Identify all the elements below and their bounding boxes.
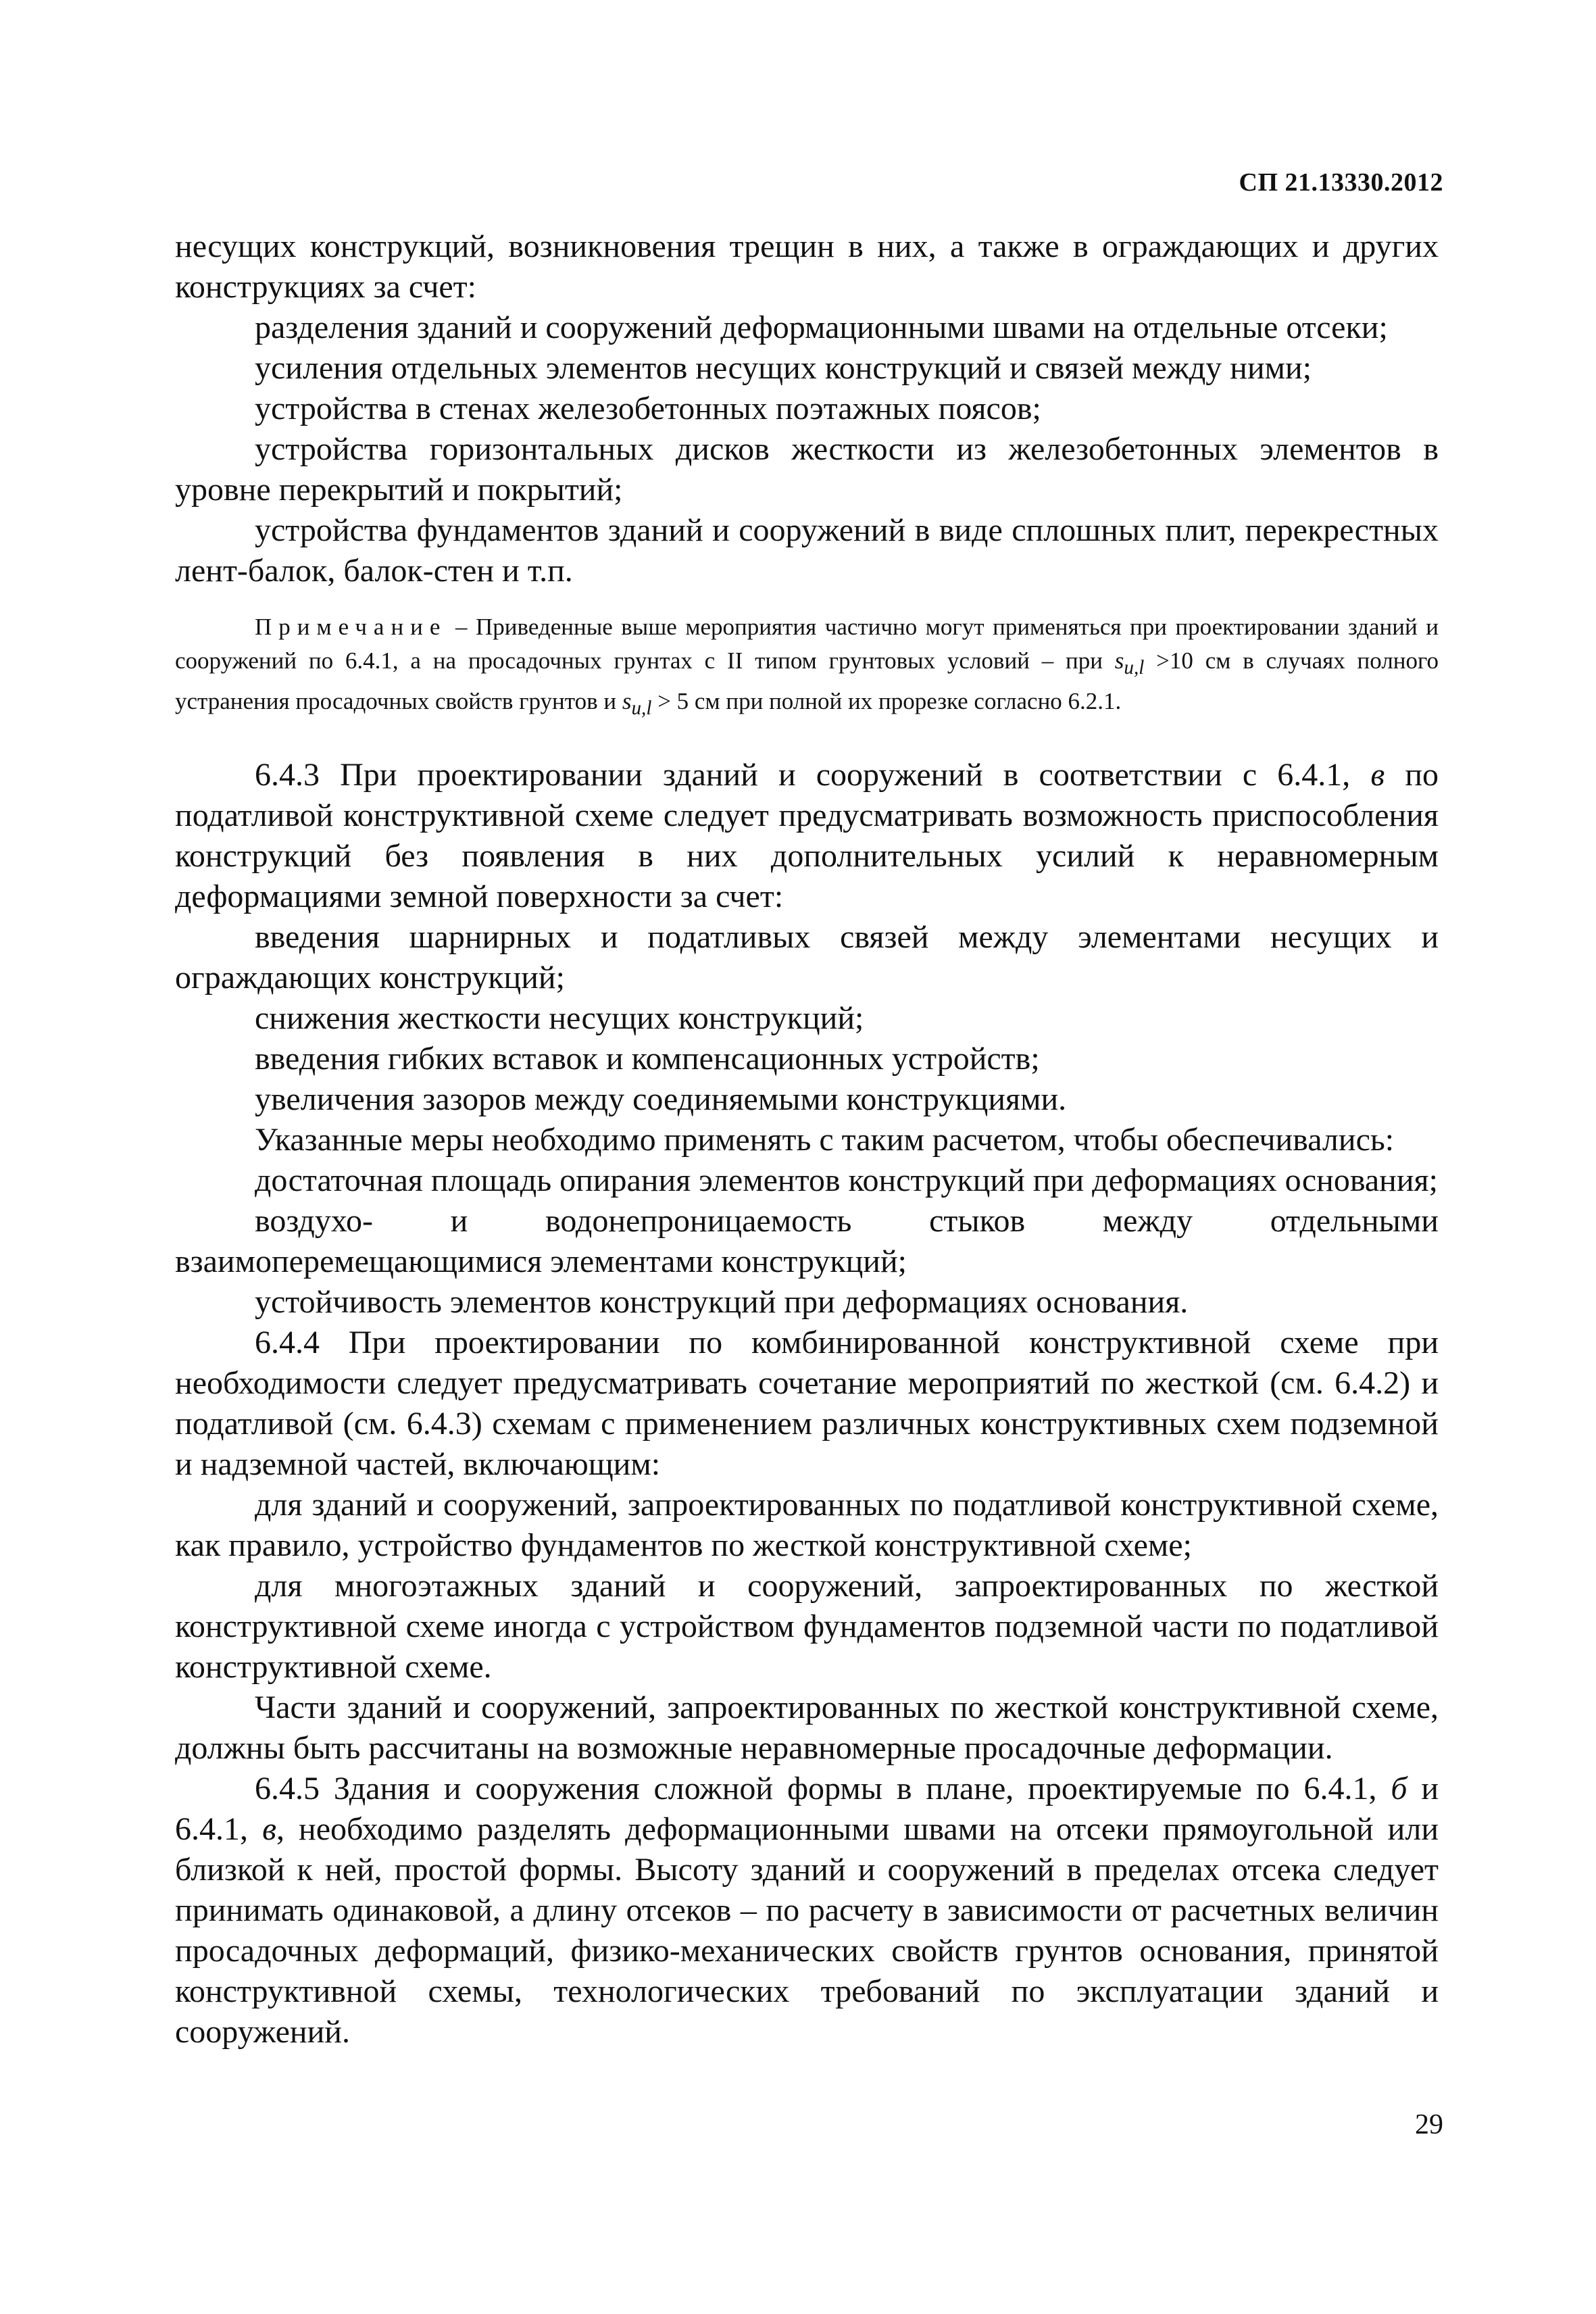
text-part: по податливой конструктивной схеме следует предусматривать возможность приспособления конструкций без появления в них дополнительных усилий к неравномерным деформациями земной поверхности за счет: xyxy=(175,757,1439,914)
list-item: достаточная площадь опирания элементов конструкций при деформациях основания; xyxy=(255,1162,1438,1198)
paragraph: несущих конструкций, возникновения трещин в них, а также в ограждающих и других конструкциях за счет: xyxy=(175,228,1439,305)
italic-ref: б xyxy=(1391,1771,1407,1806)
list-item: устройства горизонтальных дисков жесткости из железобетонных элементов в уровне перекрытий и покрытий; xyxy=(175,431,1439,508)
list-item: устройства фундаментов зданий и сооружений в виде сплошных плит, перекрестных лент-балок, балок-стен и т.п. xyxy=(175,512,1439,589)
page-body xyxy=(175,226,1439,2052)
symbol-subscript: u,l xyxy=(1124,657,1145,679)
note-dash: – xyxy=(447,614,476,640)
list-item: для многоэтажных зданий и сооружений, запроектированных по жесткой конструктивной схеме иногда с устройством фундаментов подземной части по податливой конструктивной схеме. xyxy=(175,1568,1439,1685)
section-6-4-4: 6.4.4 При проектировании по комбинированной конструктивной схеме при необходимости следует предусматривать сочетание мероприятий по жесткой (см. 6.4.2) и податливой (см. 6.4.3) схемам с применением различных конструктивных схем подземной и надземной частей, включающим: xyxy=(175,1325,1439,1482)
page-number: 29 xyxy=(1415,2109,1443,2140)
paragraph: Части зданий и сооружений, запроектированных по жесткой конструктивной схеме, должны быть рассчитаны на возможные неравномерные просадочные деформации. xyxy=(175,1690,1439,1766)
list-item: увеличения зазоров между соединяемыми конструкциями. xyxy=(255,1081,1067,1117)
italic-ref: в xyxy=(262,1811,276,1847)
note-label: Примечание xyxy=(255,614,447,640)
list-item: снижения жесткости несущих конструкций; xyxy=(255,1000,864,1036)
note-text-part: >10 см в случаях полного устранения просадочных свойств грунтов и xyxy=(175,647,1439,714)
list-item: для зданий и сооружений, запроектированных по податливой конструктивной схеме, как правило, устройство фундаментов по жесткой конструктивной схеме; xyxy=(175,1487,1439,1563)
symbol-subscript: u,l xyxy=(631,697,652,719)
symbol-s: s xyxy=(1114,647,1124,674)
text-part: , необходимо разделять деформационными швами на отсеки прямоугольной или близкой к ней, простой формы. Высоту зданий и сооружений в пределах отсека следует принимать одинаковой, а длину отсеков – по расчету в зависимости от расчетных величин просадочных деформаций, физико-механических свойств грунтов основания, принятой конструктивной схемы, технологических требований по эксплуатации зданий и сооружений. xyxy=(175,1811,1439,2050)
list-item: введения гибких вставок и компенсационных устройств; xyxy=(255,1041,1040,1077)
note-block xyxy=(175,610,1439,725)
list-item: устойчивость элементов конструкций при деформациях основания. xyxy=(255,1284,1189,1320)
note-text-part: > 5 см при полной их прорезке согласно 6.2.1. xyxy=(651,688,1122,714)
section-6-4-3 xyxy=(175,755,1439,917)
note-text-part: Приведенные выше мероприятия частично могут применяться при проектировании зданий и сооружений по 6.4.1, а на просадочных грунтах с II типом грунтовых условий – при xyxy=(175,614,1439,674)
document-code: СП 21.13330.2012 xyxy=(1239,168,1443,197)
text-part: 6.4.5 Здания и сооружения сложной формы в плане, проектируемые по 6.4.1, xyxy=(255,1771,1391,1806)
list-item: усиления отдельных элементов несущих конструкций и связей между ними; xyxy=(255,350,1312,386)
italic-ref: в xyxy=(1370,757,1385,793)
paragraph: Указанные меры необходимо применять с таким расчетом, чтобы обеспечивались: xyxy=(255,1122,1395,1158)
section-6-4-5 xyxy=(175,1769,1439,2052)
symbol-s: s xyxy=(622,688,632,714)
list-item: разделения зданий и сооружений деформационными швами на отдельные отсеки; xyxy=(255,310,1388,345)
text-part: 6.4.3 При проектировании зданий и сооружений в соответствии с 6.4.1, xyxy=(255,757,1371,793)
list-item: воздухо- и водонепроницаемость стыков между отдельными взаимоперемещающимися элементами конструкций; xyxy=(175,1203,1439,1279)
list-item: введения шарнирных и податливых связей между элементами несущих и ограждающих конструкций; xyxy=(175,919,1439,995)
note-text xyxy=(175,610,1439,725)
text-part: и 6.4.1, xyxy=(175,1771,1439,1847)
list-item: устройства в стенах железобетонных поэтажных поясов; xyxy=(255,391,1041,426)
